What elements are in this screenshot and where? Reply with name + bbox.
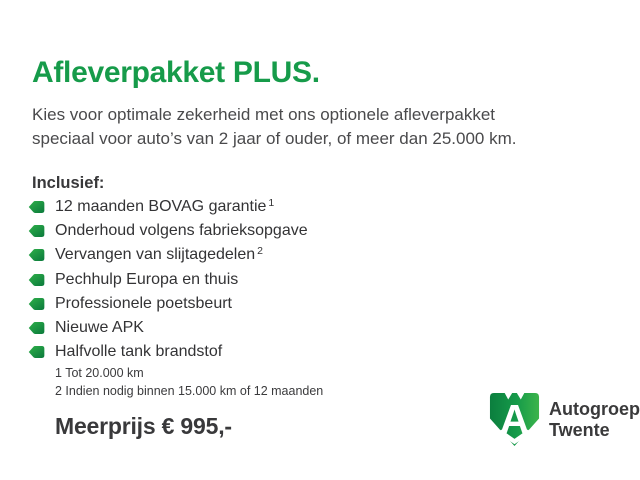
list-item-label: 12 maanden BOVAG garantie $^1$ <box>55 197 275 216</box>
list-item <box>28 340 592 364</box>
footnote-1: 1 Tot 20.000 km <box>55 366 144 381</box>
inclusief-heading: Inclusief: <box>32 174 105 192</box>
leaf-bullet-icon <box>28 248 45 262</box>
svg-text:A: A <box>499 396 530 443</box>
subtitle-line-2: speciaal voor auto’s van 2 jaar of ouder, of meer dan 25.000 km. <box>32 129 517 148</box>
footnote-2: 2 Indien nodig binnen 15.000 km of 12 maanden <box>55 383 324 398</box>
leaf-bullet-icon <box>28 321 45 335</box>
price-label: Meerprijs € 995,- <box>55 413 232 440</box>
autogroep-twente-logo <box>488 391 640 448</box>
feature-list <box>32 195 592 364</box>
list-item <box>28 219 592 243</box>
leaf-bullet-icon <box>28 200 45 214</box>
list-item-label: Professionele poetsbeurt <box>55 294 232 312</box>
list-item <box>28 268 592 292</box>
list-item-label: Onderhoud volgens fabrieksopgave <box>55 222 308 240</box>
list-item <box>28 292 592 316</box>
list-item-label: Pechhulp Europa en thuis <box>55 270 239 288</box>
page-title: Afleverpakket PLUS. <box>32 56 320 89</box>
leaf-bullet-icon <box>28 345 45 359</box>
leaf-bullet-icon <box>28 224 45 238</box>
shield-a-icon <box>488 391 541 448</box>
subtitle <box>32 103 592 151</box>
leaf-bullet-icon <box>28 273 45 287</box>
logo-name-line-2: Twente <box>549 419 610 440</box>
list-item-label: Vervangen van slijtagedelen $^2$ <box>55 245 263 264</box>
footnote-marker: 1 <box>268 197 275 210</box>
list-item-label: Halfvolle tank brandstof <box>55 343 223 361</box>
list-item <box>28 195 592 219</box>
footnote-marker: 2 <box>257 245 263 258</box>
logo-name-line-1: Autogroep <box>549 399 640 419</box>
logo-wordmark <box>549 399 640 440</box>
subtitle-line-1: Kies voor optimale zekerheid met ons optionele afleverpakket <box>32 105 496 124</box>
list-item <box>28 243 592 267</box>
flyer-content <box>32 56 592 443</box>
list-item-label: Nieuwe APK <box>55 319 144 337</box>
list-item <box>28 316 592 340</box>
leaf-bullet-icon <box>28 297 45 311</box>
